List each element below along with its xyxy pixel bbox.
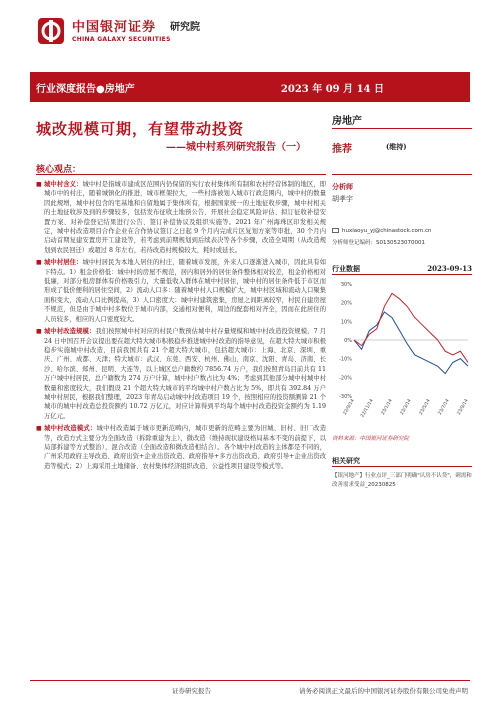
- chart-source: 资料来源：中国银河证券研究院: [332, 436, 410, 442]
- analyst-email[interactable]: huxiaoyu_yj@chinastock.com.cn: [332, 228, 432, 234]
- divider: [332, 128, 472, 129]
- perf-heading: 行业数据: [332, 264, 360, 273]
- report-banner: [30, 72, 470, 102]
- x-tick-label: 23/5/14: [418, 398, 432, 417]
- related-heading: 相关研究: [332, 456, 360, 465]
- divider: [36, 174, 326, 175]
- related-item[interactable]: 【银河地产】行业点评_三部门明确"认房不认贷"，刺需和改善需求受益_20230825: [332, 473, 472, 488]
- divider: [332, 274, 472, 275]
- series-line-1: [354, 293, 468, 362]
- analyst-heading: 分析师: [332, 182, 353, 191]
- paragraph-mode: ■ 城中村改造模式：城中村改造属于城市更新范畴内，城市更新的范畴主要为旧城、旧村、旧厂改造等，改造方式主要分为全面改造（拆除重建为主），微改造（维持现状建设格局基本不变的前提下，以局部拆建等方式整治），混合改造（全面改造和微改造相结合）。各个城中村改造的主体都是不同的，广州采用政府主导改造、政府出资+企业出资改造、政府指导+多方出资改造、政府引导+企业出资改造等模式；2）上海采用土地储备、农村集体经济组织改造、公益性项目建设等模式等。: [36, 424, 326, 471]
- x-tick-label: 23/1/14: [380, 398, 394, 417]
- core-views-label: 核心观点：: [36, 165, 82, 175]
- x-tick-label: 23/7/14: [437, 398, 451, 417]
- report-date: 2023 年 09 月 14 日: [280, 84, 384, 95]
- brand-english: CHINA GALAXY SECURITIES: [72, 36, 171, 43]
- footer-disclaimer: 请务必阅读正文最后的中国银河证券股份有限公司免责声明: [299, 687, 468, 695]
- rating: 推荐: [332, 144, 352, 155]
- industry-name: 房地产: [332, 116, 362, 127]
- y-tick-label: 20%: [340, 300, 352, 307]
- divider: [332, 174, 472, 175]
- report-body: [36, 180, 326, 670]
- paragraph-scale: ■ 城中村改造规模：我们按照城中村对应的村民户数预估城中村存量规模和城中村改造投资规模，7 月 24 日中国召开会议提出要在超大特大城市积极稳步推进城中村改造的指导意见，在超大特大城市积极稳步实施城中村改造，目前我国共有 21 个超大特大城市，包括超大城市：上海、北京、深圳、重庆、广州、成都、天津；特大城市：武汉、东莞、西安、杭州、佛山、南京、沈阳、青岛、济南、长沙、哈尔滨、郑州、昆明、大连等，以上城区总户籍数约 7856.74 万户，我们按照青岛目前共有 11 万户城中村居民，总户籍数为 274 万户计算，城中村户数占比为 4%；考虑到其他部分城中村城中村数量和密度较大，我们假设 21 个超大特大城市的平均城中村户数占比为 5%，即共有 392.84 万户城中村居民，根据我们整理，2023 年青岛启动城中村改造项目 19 个，按照相应的投资额测算 21 个城市的城中村改造总投资额约 10.72 万亿元，对应计算得到平均每个城中村改造投资金额约为 1.19 万亿元。: [36, 327, 326, 421]
- x-tick-label: 23/9/14: [456, 398, 470, 417]
- x-tick-label: 22/9/14: [342, 398, 356, 417]
- x-tick-label: 22/11/14: [360, 398, 375, 419]
- analyst-cert: 分析师登记编码：S0130523070001: [332, 240, 425, 246]
- y-tick-label: 10%: [340, 319, 352, 326]
- y-tick-label: 0%: [344, 338, 352, 344]
- perf-date: 2023-09-13: [427, 264, 472, 273]
- performance-chart: [332, 278, 472, 428]
- analyst-name: 胡孝宇: [332, 195, 353, 203]
- brand-name: 中国银河证券: [72, 20, 157, 35]
- y-tick-label: -20%: [339, 375, 352, 382]
- mail-icon: [332, 228, 339, 233]
- brand-logo: [36, 14, 246, 50]
- divider: [332, 466, 472, 467]
- paragraph-living: ■ 城中村居住：城中村居民为本地人居住的村庄，随着城市发展，外来人口逐渐进入城市，因此具有如下特点。1）租金价格低：城中村的房屋不规范，居内和居外的居住条件整体相对较差，租金价格相对低廉，对部分租房群体有价格吸引力，大量低收入群体在城中村居住，城中村的居住条件低于市区而形成了低价便利的居住空间，2）流动人口多：随着城中村人口规模扩大，城中村区域和流动人口聚集面积变大，流动人口比例提高，3）人口密度大：城中村建筑密集，房屋之间距离较窄，村民自建房屋不规范，但是由于城中村多数位于城市内部，交通相对便利，周边的配套相对齐全，因而在此居住的人员较多，相应的人口密度较大。: [36, 258, 326, 324]
- rating-note: (维持): [386, 142, 407, 151]
- galaxy-logo-icon: [36, 16, 66, 46]
- y-tick-label: 30%: [340, 282, 352, 288]
- report-title: 城改规模可期，有望带动投资: [36, 120, 245, 138]
- report-subtitle: ——城中村系列研究报告（一）: [166, 142, 306, 153]
- y-tick-label: -30%: [339, 394, 352, 400]
- paragraph-definition: ■ 城中村含义：城中村是指城市建成区范围内仍保留的实行农村集体所有制和农村经营体制的地区，即城市中的村庄，随着城镇化的推进，城市框架拉大，一些村落被划入城市行政范围内，城中村的数量因此规增，城中村包含的宅基地和自留地属于集体所有，根据国家统一的土地征收步骤，城中村相关的土地征收涉及到的步骤较多，包括发布征收土地预公告、开展社会稳定风险评估、拟订征收补偿安置方案、对补偿登记结果进行公告、签订补偿协议及组织实施等。2021 年广州海珠区印发相关规定，城中村改造项目合作企业在合作协议签订之日起 9 个月内完成片区复划方案等审批，30 个月内启动首期复建安置房开工建设等，若考虑到前期规划到后续表决等各个步骤，改造全周期（从改造规划到农民回迁）或超过 8 年左右，若待改造村规模较大，耗时或延长。: [36, 180, 326, 255]
- series-line-0: [354, 312, 468, 374]
- footer-rule: [30, 680, 470, 681]
- x-tick-label: 23/3/14: [399, 398, 413, 417]
- brand-subname: 研究院: [170, 22, 200, 33]
- footer-center: 证券研究报告: [172, 687, 211, 695]
- report-type: 行业深度报告●房地产: [36, 84, 135, 95]
- y-tick-label: -10%: [339, 356, 352, 363]
